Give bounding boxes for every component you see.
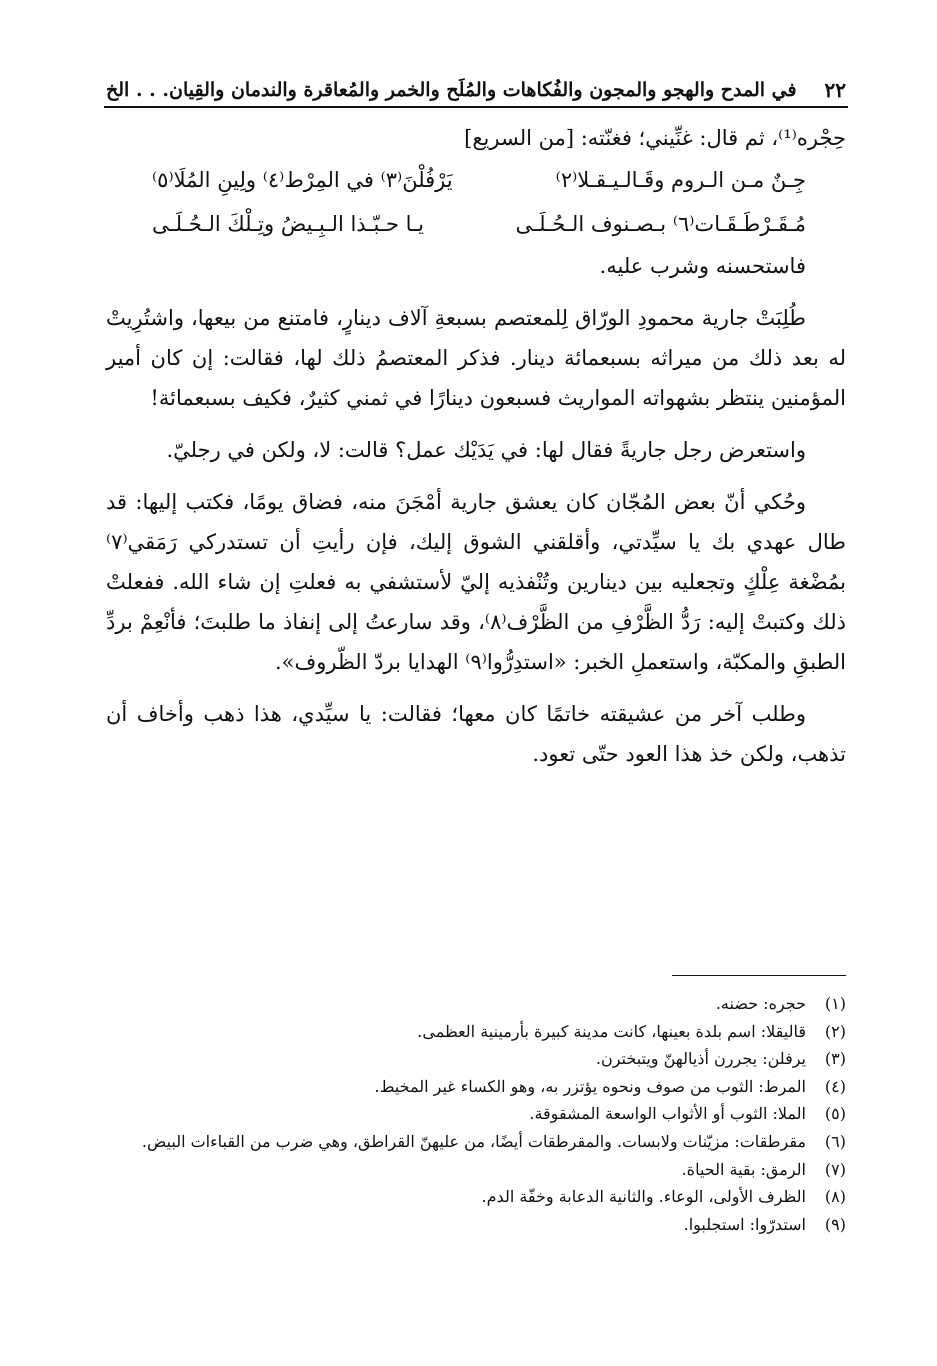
footnote-number: (٩) [824, 1214, 846, 1234]
main-text [106, 118, 846, 774]
running-title: في المدح والهجو والمجون والفُكاهات والمُلَح والخمر والمُعاقرة والندمان والقِيان. . . الخ [106, 79, 797, 101]
footnote [106, 1073, 846, 1101]
footnote-text: المرط: الثوب من صوف ونحوه يؤتزر به، وهو الكساء غير المخيط. [374, 1076, 806, 1096]
paragraph-intro: حِجْره⁽¹⁾، ثم قال: غنِّيني؛ فغنّته: [من السريع] [464, 126, 846, 150]
footnote-number: (١) [824, 994, 846, 1013]
footnote-text: استدرّوا: استجلبوا. [683, 1214, 806, 1234]
verse-1-second-hemistich: يَرْفُلْنَ⁽٣⁾ في المِرْط⁽٤⁾ ولِينِ المُلَا⁽٥⁾ [152, 168, 453, 192]
footnote-text: الرمق: بقية الحياة. [681, 1159, 806, 1179]
footnote [106, 1128, 846, 1156]
footnote-number: (٦) [824, 1131, 846, 1151]
footnotes [106, 990, 846, 1238]
footnote [106, 1156, 846, 1184]
footnote-text: الملا: الثوب أو الأثواب الواسعة المشقوقة. [529, 1104, 806, 1124]
paragraph-mujjan: وحُكي أنّ بعض المُجّان كان يعشق جارية أمْجَنَ منه، فضاق يومًا، فكتب إليها: قد طال عهدي بك يا سيِّدتي، وأقلقني الشوق إليك، فإن رأيتِ أن تستدركي رَمَقي⁽٧⁾ بمُضْغة عِلْكٍ وتجعليه بين دينارين وتُنْفذيه إليّ لأستشفي به فعلتِ إن شاء الله. ففعلتْ ذلك وكتبتْ إليه: رَدُّ الظَّرْفِ من الظَّرْف⁽٨⁾، وقد سارعتُ إلى إنفاذ ما طلبتَ؛ فأنْعِمْ بردِّ الطبقِ والمكبّة، واستعملِ الخبر: «استدِرُّوا⁽٩⁾ الهدايا بردّ الظّروف». [106, 490, 846, 674]
footnote-text: مقرطقات: مزيّنات ولابسات. والمقرطقات أيضًا، من عليهنّ القراطق، وهي ضرب من القباءات البيض. [141, 1131, 806, 1151]
footnote [106, 1100, 846, 1128]
paragraph-jariya-rijl: واستعرض رجل جاريةً فقال لها: في يَدَيْك عمل؟ قالت: لا، ولكن في رجليّ. [166, 438, 806, 462]
footnote [106, 1211, 846, 1239]
page-header [106, 66, 846, 104]
footnote [106, 990, 846, 1018]
verse-1-first-hemistich: جِـنٌ مـن الـروم وقَـالـيـقـلا⁽٢⁾ [555, 168, 806, 192]
footnote-text: يرفلن: يجررن أذيالهنّ ويتبخترن. [595, 1049, 806, 1069]
footnote-number: (٢) [824, 1021, 846, 1041]
footnote-number: (٥) [824, 1104, 846, 1124]
verse-line-2 [106, 202, 846, 246]
header-rule [104, 106, 848, 108]
paragraph-mahmud-warraq: طُلِبَتْ جارية محمودِ الورّاق لِلمعتصم بسبعةِ آلاف دينارٍ، فامتنع من بيعها، واشتُرِيتْ له بعد ذلك من ميراثه بسبعمائة دينار. فذكر المعتصمُ ذلك لها، فقالت: إن كان أمير المؤمنين ينتظر بشهواته المواريث فسبعون دينارًا في ثمني كثيرٌ، فكيف بسبعمائة! [106, 306, 846, 410]
paragraph-after-verse: فاستحسنه وشرب عليه. [599, 254, 806, 278]
footnote [106, 1018, 846, 1046]
footnote-number: (٨) [824, 1187, 846, 1207]
page-number: ٢٢ [824, 78, 846, 102]
footnote-number: (٤) [824, 1076, 846, 1096]
verse-line-1 [106, 158, 846, 202]
verse-2-first-hemistich: مُـقَـرْطَـقَـات⁽٦⁾ بـصـنوف الـحُـلَـى [515, 212, 806, 236]
paragraph-khatim: وطلب آخر من عشيقته خاتمًا كان معها؛ فقالت: يا سيِّدي، هذا ذهب وأخاف أن تذهب، ولكن خذ هذا العود حتّى تعود. [106, 702, 846, 766]
footnote-number: (٣) [824, 1049, 846, 1069]
footnote-number: (٧) [824, 1159, 846, 1179]
footnote-text: الظرف الأولى، الوعاء. والثانية الدعابة وخفّة الدم. [481, 1187, 806, 1207]
verse-2-second-hemistich: يـا حـبّـذا الـبِـيضُ وتِـلْكَ الـحُـلَـى [152, 212, 425, 236]
footnote [106, 1183, 846, 1211]
footnote-text: حجره: حضنه. [715, 994, 806, 1013]
footnote-text: قاليقلا: اسم بلدة بعينها، كانت مدينة كبيرة بأرمينية العظمى. [417, 1021, 806, 1041]
footnote [106, 1045, 846, 1073]
footnote-rule [672, 975, 846, 976]
